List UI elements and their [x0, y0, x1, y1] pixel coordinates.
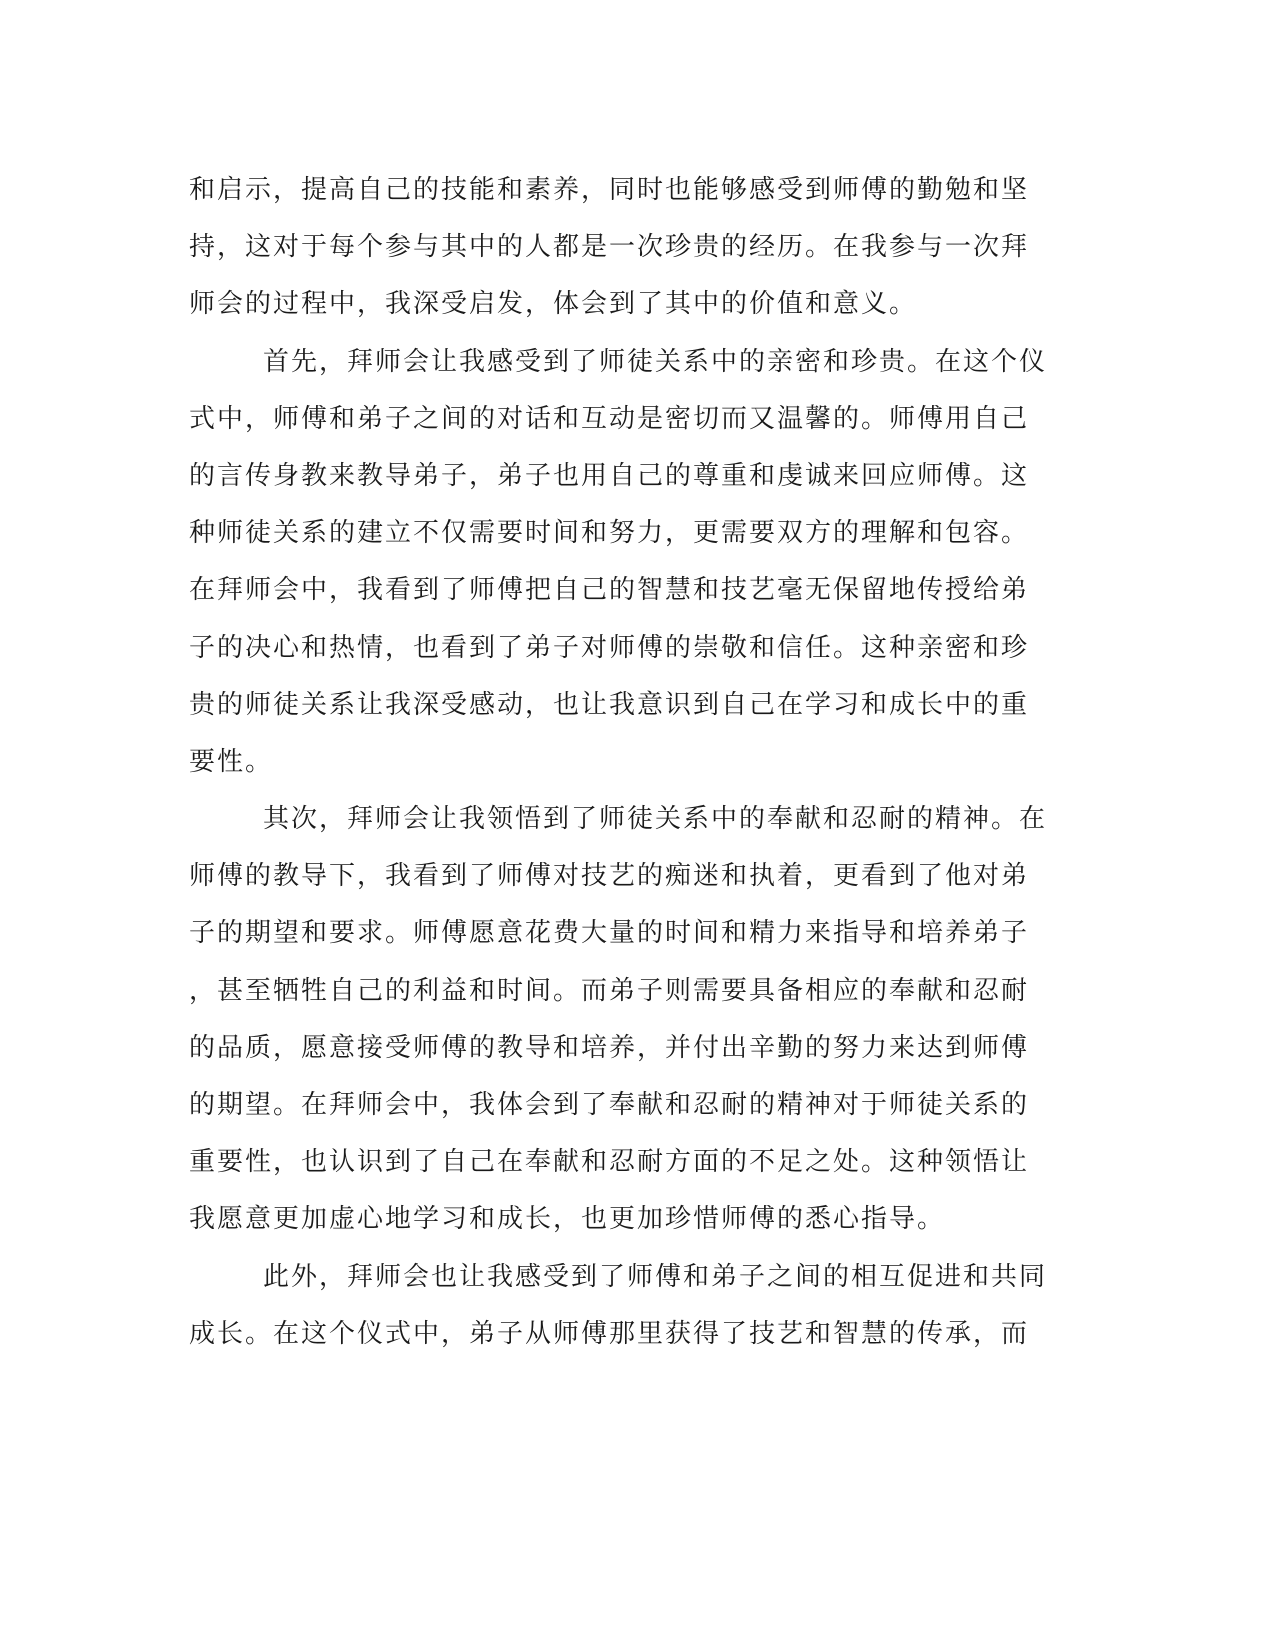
text-line: 持，这对于每个参与其中的人都是一次珍贵的经历。在我参与一次拜: [189, 232, 1030, 263]
text-line: 的期望。在拜师会中，我体会到了奉献和忍耐的精神对于师徒关系的: [189, 1090, 1030, 1120]
text-line: 我愿意更加虚心地学习和成长，也更加珍惜师傅的悉心指导。: [189, 1204, 946, 1235]
text-line: 子的期望和要求。师傅愿意花费大量的时间和精力来指导和培养弟子: [189, 918, 1030, 949]
text-line: 其次，拜师会让我领悟到了师徒关系中的奉献和忍耐的精神。在: [263, 804, 1048, 835]
paragraph: [189, 162, 1089, 334]
text-line: 种师徒关系的建立不仅需要时间和努力，更需要双方的理解和包容。: [189, 518, 1030, 549]
text-line: 重要性，也认识到了自己在奉献和忍耐方面的不足之处。这种领悟让: [189, 1147, 1030, 1178]
text-line: ，甚至牺牲自己的利益和时间。而弟子则需要具备相应的奉献和忍耐: [189, 975, 1030, 1006]
text-line: 和启示，提高自己的技能和素养，同时也能够感受到师傅的勤勉和坚: [189, 175, 1030, 205]
text-line: 此外，拜师会也让我感受到了师傅和弟子之间的相互促进和共同: [263, 1261, 1048, 1292]
text-line: 首先，拜师会让我感受到了师徒关系中的亲密和珍贵。在这个仪: [263, 346, 1048, 377]
text-line: 师傅的教导下，我看到了师傅对技艺的痴迷和执着，更看到了他对弟: [189, 861, 1030, 892]
text-line: 的品质，愿意接受师傅的教导和培养，并付出辛勤的努力来达到师傅: [189, 1032, 1030, 1063]
text-line: 贵的师徒关系让我深受感动，也让我意识到自己在学习和成长中的重: [189, 689, 1030, 720]
paragraph: [189, 1249, 1089, 1363]
body-text: [189, 162, 1089, 1363]
text-line: 在拜师会中，我看到了师傅把自己的智慧和技艺毫无保留地传授给弟: [189, 575, 1030, 606]
text-line: 要性。: [189, 746, 274, 777]
paragraph: [189, 791, 1089, 1249]
text-line: 的言传身教来教导弟子，弟子也用自己的尊重和虔诚来回应师傅。这: [189, 460, 1030, 491]
text-line: 子的决心和热情，也看到了弟子对师傅的崇敬和信任。这种亲密和珍: [189, 632, 1030, 663]
text-line: 成长。在这个仪式中，弟子从师傅那里获得了技艺和智慧的传承，而: [189, 1318, 1030, 1349]
paragraph: [189, 334, 1089, 792]
text-line: 师会的过程中，我深受启发，体会到了其中的价值和意义。: [189, 289, 918, 320]
text-line: 式中，师傅和弟子之间的对话和互动是密切而又温馨的。师傅用自己: [189, 403, 1030, 434]
